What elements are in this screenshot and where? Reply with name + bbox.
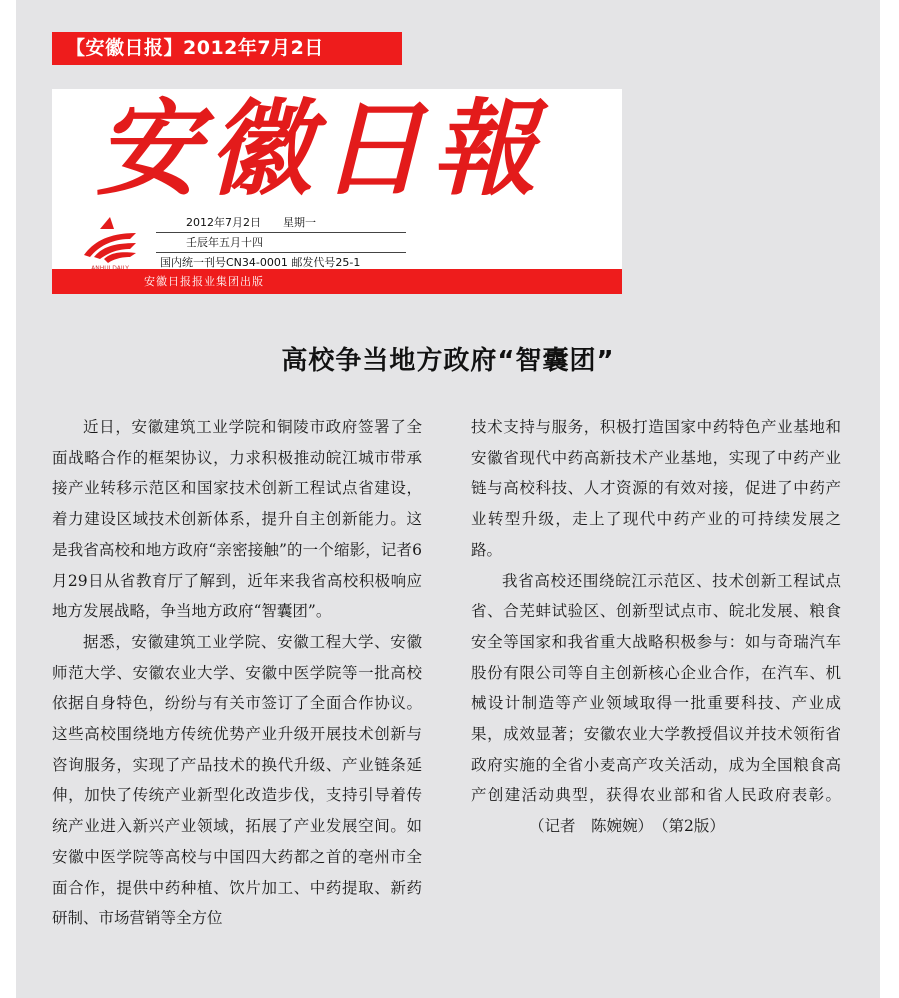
publisher-band: 安徽日报报业集团出版 [52,269,622,294]
issue-info [156,213,406,272]
masthead-title: 安徽日報 [96,87,545,210]
article-paragraph: 近日，安徽建筑工业学院和铜陵市政府签署了全面战略合作的框架协议，力求积极推动皖江城市带承接产业转移示范区和国家技术创新工程试点省建设，着力建设区域技术创新体系，提升自主创新能力。这是我省高校和地方政府“亲密接触”的一个缩影，记者6月29日从省教育厅了解到，近年来我省高校积极响应地方发展战略，争当地方政府“智囊团”。 [52,418,422,621]
issue-date: 2012年7月2日 星期一 [156,213,406,233]
article-column-right [471,412,841,842]
margin-strip [880,0,899,998]
article-paragraph-text: 我省高校还围绕皖江示范区、技术创新工程试点省、合芜蚌试验区、创新型试点市、皖北发展、粮食安全等国家和我省重大战略积极参与：如与奇瑞汽车股份有限公司等自主创新核心企业合作，在汽车、机械设计制造等产业领域取得一批重要科技、产业成果，成效显著；安徽农业大学教授倡议并技术领衔省政府实施的全省小麦高产攻关活动，成为全国粮食高产创建活动典型，获得农业部和省人民政府表彰。 [471,571,841,805]
article-paragraph-continued: 技术支持与服务，积极打造国家中药特色产业基地和安徽省现代中药高新技术产业基地，实现了中药产业链与高校科技、人才资源的有效对接，促进了中药产业转型升级，走上了现代中药产业的可持续发展之路。 [471,418,841,559]
article-paragraph: 据悉，安徽建筑工业学院、安徽工程大学、安徽师范大学、安徽农业大学、安徽中医学院等一批高校依据自身特色，纷纷与有关市签订了全面合作协议。这些高校围绕地方传统优势产业升级开展技术创新与咨询服务，实现了产品技术的换代升级、产业链条延伸，加快了传统产业新型化改造步伐，支持引导着传统产业进入新兴产业领域，拓展了产业发展空间。如安徽中医学院等高校与中国四大药都之首的亳州市全面合作，提供中药种植、饮片加工、中药提取、新药研制、市场营销等全方位 [52,632,422,928]
date-banner: 【安徽日报】2012年7月2日 [52,32,402,65]
article-paragraph [471,566,841,842]
newspaper-logo-icon [80,211,140,267]
newspaper-clipping [16,0,880,998]
article-headline: 高校争当地方政府“智囊团” [281,346,615,376]
article-column-left [52,412,422,934]
publication-codes: 国内统一刊号CN34-0001 邮发代号25-1 [160,256,361,269]
article-byline: （记者 陈婉婉） （第2版） [529,817,725,836]
masthead [52,89,622,294]
lunar-date: 壬辰年五月十四 [156,233,406,253]
